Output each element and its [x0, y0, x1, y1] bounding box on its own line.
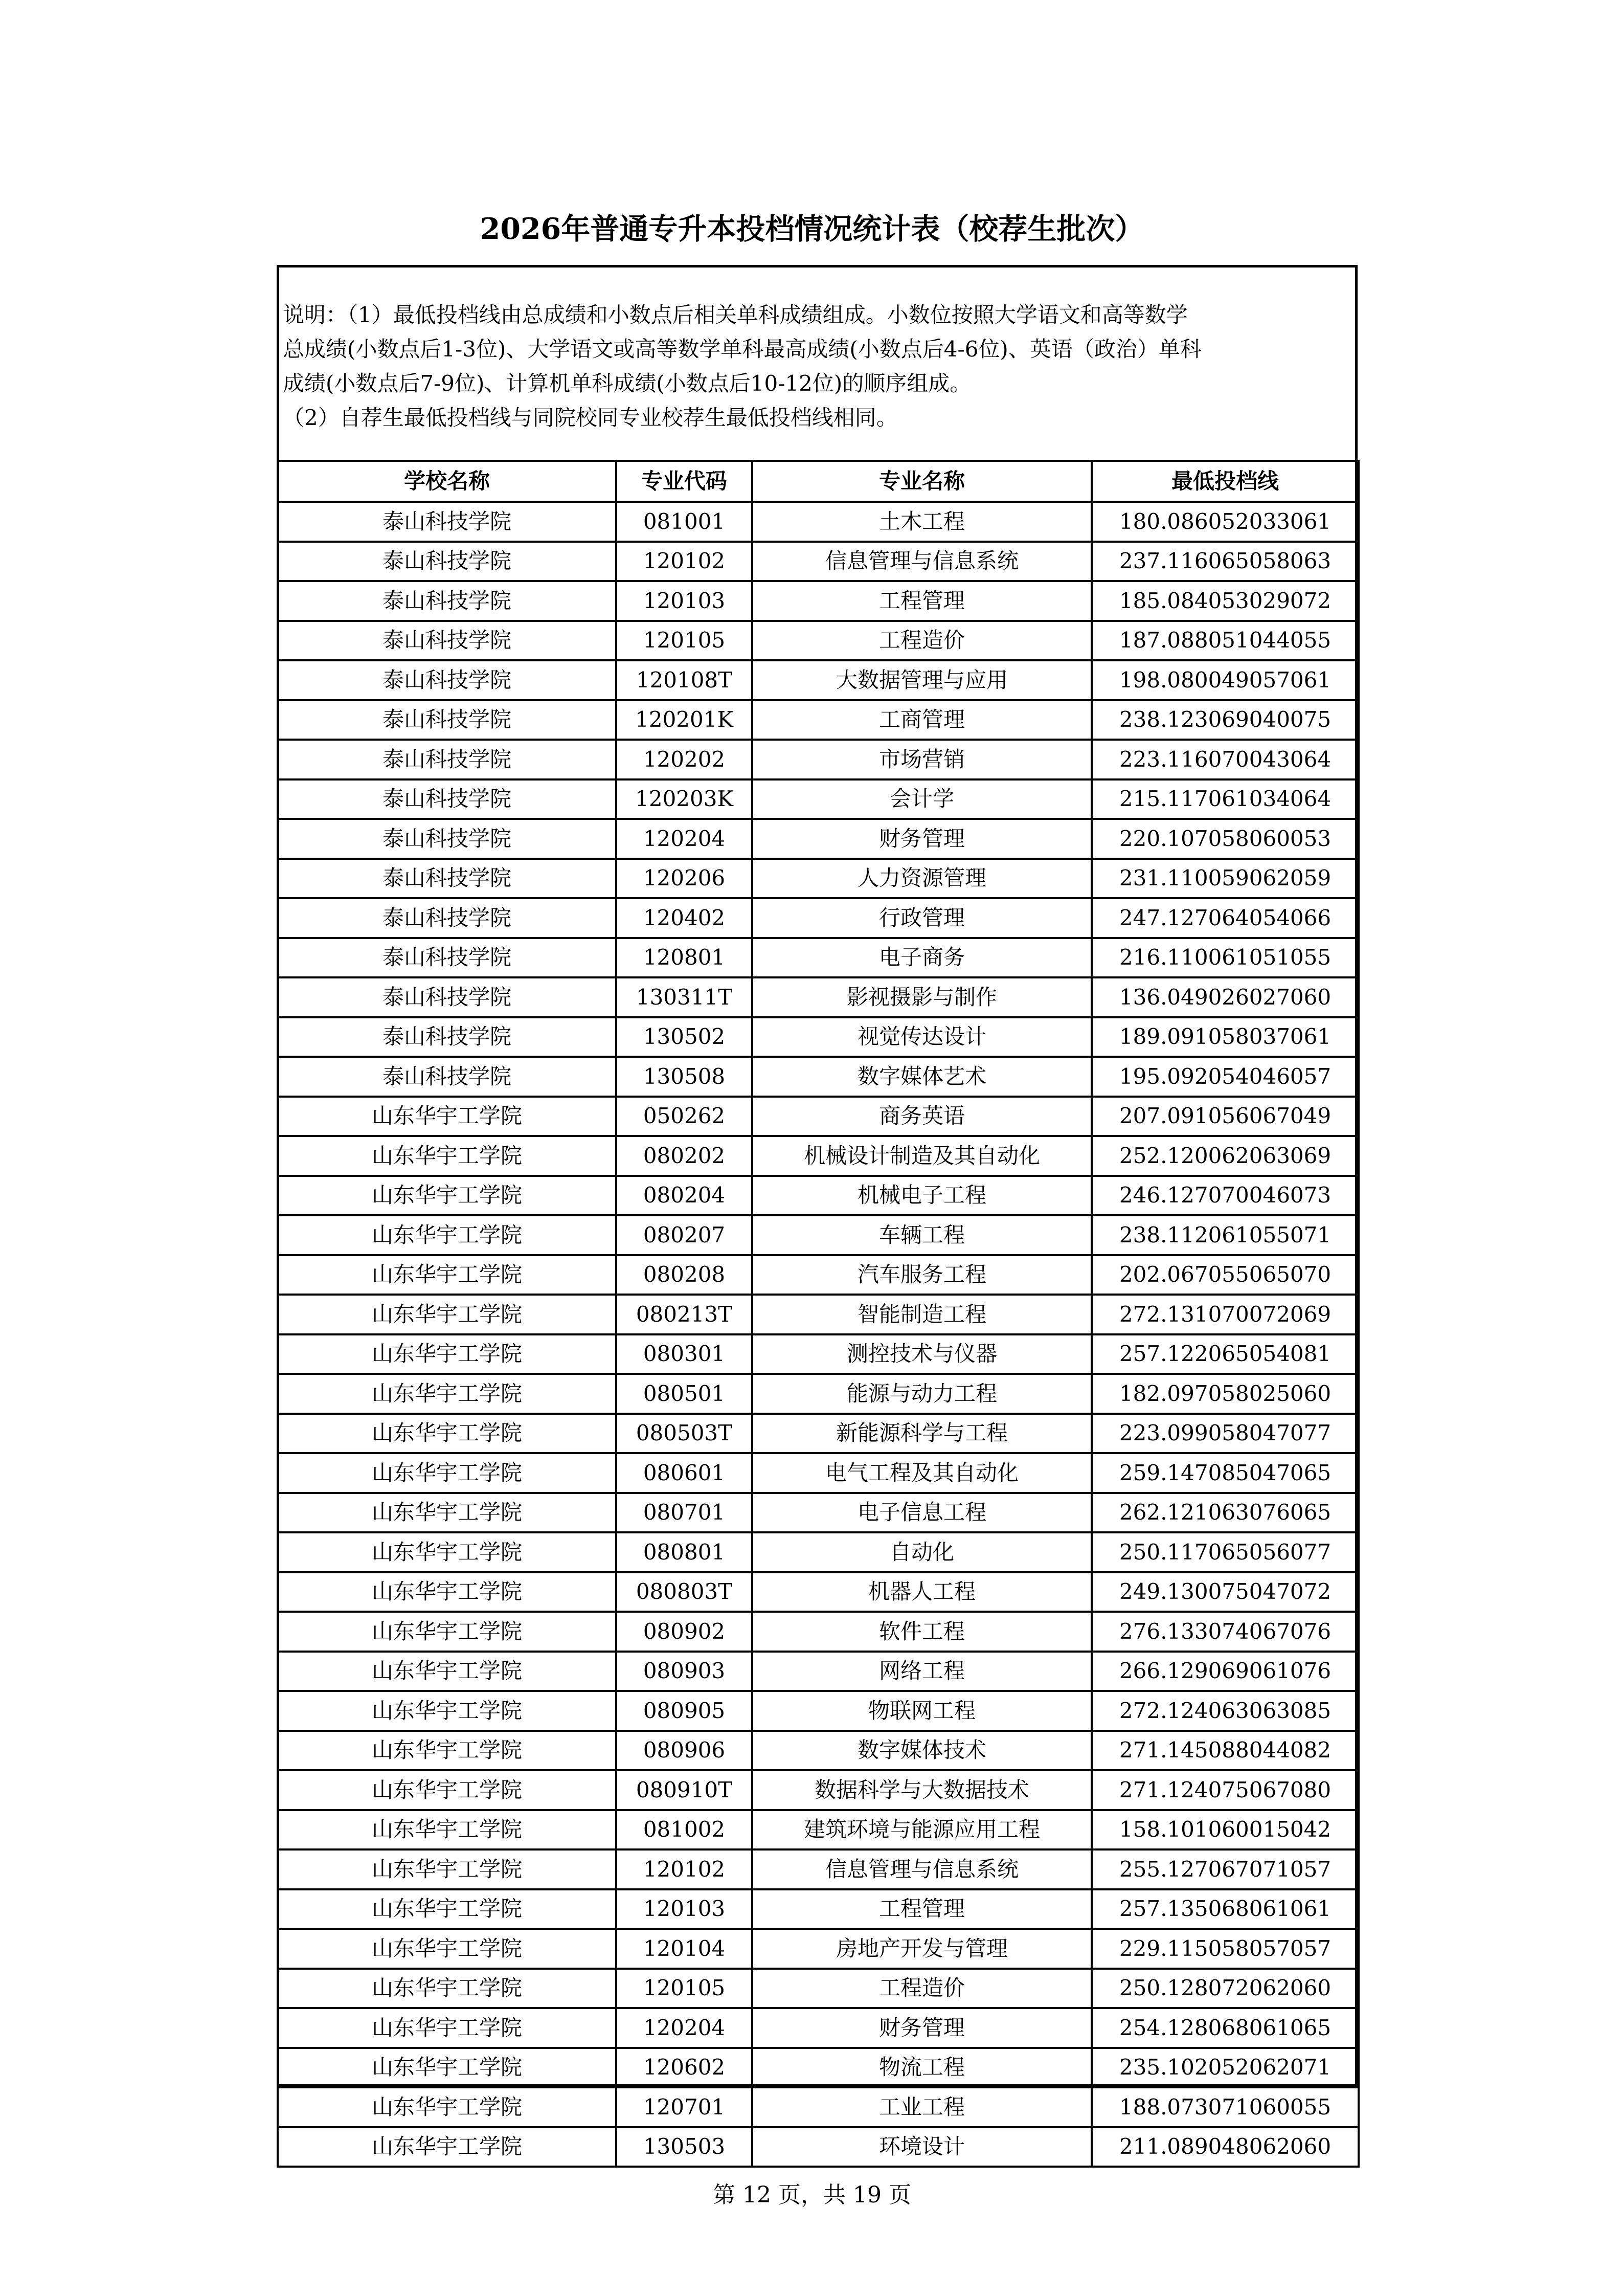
- major-code-cell: 080910T: [616, 1770, 752, 1810]
- min-score-cell: 238.112061055071: [1092, 1215, 1359, 1255]
- min-score-cell: 254.128068061065: [1092, 2008, 1359, 2048]
- major-name-cell: 车辆工程: [752, 1215, 1092, 1255]
- table-row: [278, 1929, 1359, 1969]
- table-row: [278, 1414, 1359, 1454]
- table-row: [278, 1255, 1359, 1295]
- major-name-cell: 工业工程: [752, 2087, 1092, 2127]
- note-line: 成绩(小数点后7-9位)、计算机单科成绩(小数点后10-12位)的顺序组成。: [283, 371, 972, 396]
- school-name-cell: 山东华宇工学院: [278, 1810, 616, 1850]
- table-row: [278, 1215, 1359, 1255]
- school-name-cell: 山东华宇工学院: [278, 2127, 616, 2167]
- table-row: [278, 1810, 1359, 1850]
- major-code-cell: 120701: [616, 2087, 752, 2127]
- school-name-cell: 山东华宇工学院: [278, 2087, 616, 2127]
- min-score-cell: 188.073071060055: [1092, 2087, 1359, 2127]
- major-name-cell: 大数据管理与应用: [752, 660, 1092, 700]
- min-score-cell: 247.127064054066: [1092, 898, 1359, 938]
- major-name-cell: 影视摄影与制作: [752, 977, 1092, 1017]
- school-name-cell: 山东华宇工学院: [278, 1691, 616, 1731]
- min-score-cell: 249.130075047072: [1092, 1572, 1359, 1612]
- table-row: [278, 1572, 1359, 1612]
- major-name-cell: 智能制造工程: [752, 1295, 1092, 1334]
- table-row: [278, 1136, 1359, 1176]
- min-score-cell: 262.121063076065: [1092, 1493, 1359, 1533]
- school-name-cell: 泰山科技学院: [278, 938, 616, 978]
- school-name-cell: 山东华宇工学院: [278, 1929, 616, 1969]
- major-name-cell: 能源与动力工程: [752, 1374, 1092, 1414]
- major-code-cell: 080905: [616, 1691, 752, 1731]
- school-name-cell: 泰山科技学院: [278, 819, 616, 859]
- school-name-cell: 山东华宇工学院: [278, 1414, 616, 1454]
- table-row: [278, 2087, 1359, 2127]
- major-code-cell: 130508: [616, 1057, 752, 1097]
- major-code-cell: 120102: [616, 1849, 752, 1889]
- school-name-cell: 泰山科技学院: [278, 740, 616, 779]
- header-min-score: 最低投档线: [1092, 461, 1359, 502]
- major-name-cell: 商务英语: [752, 1097, 1092, 1136]
- major-code-cell: 080803T: [616, 1572, 752, 1612]
- min-score-cell: 250.117065056077: [1092, 1532, 1359, 1572]
- min-score-cell: 255.127067071057: [1092, 1849, 1359, 1889]
- table-row: [278, 779, 1359, 819]
- major-code-cell: 120204: [616, 2008, 752, 2048]
- header-major-code: 专业代码: [616, 461, 752, 502]
- explanation-note: [283, 298, 1351, 435]
- major-name-cell: 工程管理: [752, 1889, 1092, 1929]
- major-code-cell: 080207: [616, 1215, 752, 1255]
- table-row: [278, 502, 1359, 542]
- major-name-cell: 测控技术与仪器: [752, 1334, 1092, 1374]
- min-score-cell: 257.122065054081: [1092, 1334, 1359, 1374]
- major-code-cell: 120108T: [616, 660, 752, 700]
- min-score-cell: 189.091058037061: [1092, 1017, 1359, 1057]
- table-body: [278, 502, 1359, 2167]
- min-score-cell: 180.086052033061: [1092, 502, 1359, 542]
- school-name-cell: 泰山科技学院: [278, 542, 616, 582]
- table-row: [278, 740, 1359, 779]
- table-row: [278, 2127, 1359, 2167]
- table-header-row: [278, 461, 1359, 502]
- major-name-cell: 电气工程及其自动化: [752, 1453, 1092, 1493]
- min-score-cell: 250.128072062060: [1092, 1969, 1359, 2009]
- min-score-cell: 223.099058047077: [1092, 1414, 1359, 1454]
- min-score-cell: 238.123069040075: [1092, 700, 1359, 740]
- min-score-cell: 202.067055065070: [1092, 1255, 1359, 1295]
- table-row: [278, 1057, 1359, 1097]
- major-name-cell: 视觉传达设计: [752, 1017, 1092, 1057]
- school-name-cell: 山东华宇工学院: [278, 1889, 616, 1929]
- major-code-cell: 080601: [616, 1453, 752, 1493]
- major-code-cell: 120801: [616, 938, 752, 978]
- major-name-cell: 软件工程: [752, 1612, 1092, 1652]
- school-name-cell: 泰山科技学院: [278, 621, 616, 661]
- school-name-cell: 山东华宇工学院: [278, 1532, 616, 1572]
- table-row: [278, 1969, 1359, 2009]
- major-name-cell: 工商管理: [752, 700, 1092, 740]
- school-name-cell: 山东华宇工学院: [278, 1969, 616, 2009]
- major-name-cell: 土木工程: [752, 502, 1092, 542]
- table-row: [278, 660, 1359, 700]
- school-name-cell: 山东华宇工学院: [278, 2008, 616, 2048]
- school-name-cell: 山东华宇工学院: [278, 1770, 616, 1810]
- major-name-cell: 信息管理与信息系统: [752, 542, 1092, 582]
- major-name-cell: 财务管理: [752, 2008, 1092, 2048]
- min-score-cell: 271.124075067080: [1092, 1770, 1359, 1810]
- major-name-cell: 市场营销: [752, 740, 1092, 779]
- min-score-cell: 185.084053029072: [1092, 581, 1359, 621]
- major-code-cell: 080208: [616, 1255, 752, 1295]
- major-code-cell: 080503T: [616, 1414, 752, 1454]
- school-name-cell: 山东华宇工学院: [278, 1731, 616, 1771]
- min-score-cell: 182.097058025060: [1092, 1374, 1359, 1414]
- min-score-cell: 220.107058060053: [1092, 819, 1359, 859]
- major-code-cell: 120102: [616, 542, 752, 582]
- major-code-cell: 130311T: [616, 977, 752, 1017]
- min-score-cell: 216.110061051055: [1092, 938, 1359, 978]
- major-name-cell: 行政管理: [752, 898, 1092, 938]
- major-name-cell: 机械电子工程: [752, 1176, 1092, 1216]
- table-row: [278, 1017, 1359, 1057]
- major-name-cell: 汽车服务工程: [752, 1255, 1092, 1295]
- table-row: [278, 1295, 1359, 1334]
- min-score-cell: 198.080049057061: [1092, 660, 1359, 700]
- major-code-cell: 120105: [616, 1969, 752, 2009]
- major-code-cell: 080501: [616, 1374, 752, 1414]
- major-name-cell: 网络工程: [752, 1652, 1092, 1691]
- school-name-cell: 山东华宇工学院: [278, 1572, 616, 1612]
- table-row: [278, 542, 1359, 582]
- major-code-cell: 080903: [616, 1652, 752, 1691]
- major-name-cell: 工程造价: [752, 621, 1092, 661]
- major-name-cell: 环境设计: [752, 2127, 1092, 2167]
- school-name-cell: 山东华宇工学院: [278, 1215, 616, 1255]
- school-name-cell: 山东华宇工学院: [278, 1176, 616, 1216]
- major-name-cell: 机器人工程: [752, 1572, 1092, 1612]
- note-line: 总成绩(小数点后1-3位)、大学语文或高等数学单科最高成绩(小数点后4-6位)、英语（政治）单科: [283, 337, 1202, 362]
- major-code-cell: 120602: [616, 2048, 752, 2088]
- major-code-cell: 120202: [616, 740, 752, 779]
- major-code-cell: 080202: [616, 1136, 752, 1176]
- table-row: [278, 2008, 1359, 2048]
- major-code-cell: 120206: [616, 859, 752, 899]
- table-row: [278, 1532, 1359, 1572]
- major-name-cell: 建筑环境与能源应用工程: [752, 1810, 1092, 1850]
- school-name-cell: 泰山科技学院: [278, 581, 616, 621]
- min-score-cell: 187.088051044055: [1092, 621, 1359, 661]
- page-title: 2026年普通专升本投档情况统计表（校荐生批次）: [480, 212, 1144, 246]
- min-score-cell: 158.101060015042: [1092, 1810, 1359, 1850]
- min-score-cell: 266.129069061076: [1092, 1652, 1359, 1691]
- major-code-cell: 120204: [616, 819, 752, 859]
- min-score-cell: 195.092054046057: [1092, 1057, 1359, 1097]
- school-name-cell: 泰山科技学院: [278, 700, 616, 740]
- school-name-cell: 泰山科技学院: [278, 898, 616, 938]
- school-name-cell: 山东华宇工学院: [278, 1334, 616, 1374]
- major-name-cell: 工程管理: [752, 581, 1092, 621]
- major-name-cell: 物联网工程: [752, 1691, 1092, 1731]
- header-major-name: 专业名称: [752, 461, 1092, 502]
- school-name-cell: 山东华宇工学院: [278, 1849, 616, 1889]
- school-name-cell: 山东华宇工学院: [278, 2048, 616, 2088]
- major-name-cell: 财务管理: [752, 819, 1092, 859]
- min-score-cell: 223.116070043064: [1092, 740, 1359, 779]
- major-code-cell: 120103: [616, 1889, 752, 1929]
- major-name-cell: 工程造价: [752, 1969, 1092, 2009]
- school-name-cell: 泰山科技学院: [278, 859, 616, 899]
- page-number: 第 12 页，共 19 页: [713, 2182, 911, 2208]
- major-code-cell: 080213T: [616, 1295, 752, 1334]
- table-row: [278, 581, 1359, 621]
- min-score-cell: 252.120062063069: [1092, 1136, 1359, 1176]
- school-name-cell: 山东华宇工学院: [278, 1652, 616, 1691]
- table-row: [278, 859, 1359, 899]
- min-score-cell: 229.115058057057: [1092, 1929, 1359, 1969]
- school-name-cell: 山东华宇工学院: [278, 1374, 616, 1414]
- school-name-cell: 山东华宇工学院: [278, 1493, 616, 1533]
- table-row: [278, 1770, 1359, 1810]
- school-name-cell: 泰山科技学院: [278, 1057, 616, 1097]
- admission-score-table: [277, 460, 1360, 2168]
- table-row: [278, 700, 1359, 740]
- major-name-cell: 电子商务: [752, 938, 1092, 978]
- table-row: [278, 1493, 1359, 1533]
- min-score-cell: 136.049026027060: [1092, 977, 1359, 1017]
- major-code-cell: 120402: [616, 898, 752, 938]
- table-row: [278, 1334, 1359, 1374]
- major-code-cell: 120105: [616, 621, 752, 661]
- note-line: 说明：（1）最低投档线由总成绩和小数点后相关单科成绩组成。小数位按照大学语文和高等数学: [283, 302, 1188, 327]
- note-line: （2）自荐生最低投档线与同院校同专业校荐生最低投档线相同。: [283, 405, 898, 430]
- major-name-cell: 电子信息工程: [752, 1493, 1092, 1533]
- major-code-cell: 080801: [616, 1532, 752, 1572]
- table-row: [278, 2048, 1359, 2088]
- major-name-cell: 数字媒体技术: [752, 1731, 1092, 1771]
- major-name-cell: 会计学: [752, 779, 1092, 819]
- min-score-cell: 272.131070072069: [1092, 1295, 1359, 1334]
- major-code-cell: 080906: [616, 1731, 752, 1771]
- major-name-cell: 新能源科学与工程: [752, 1414, 1092, 1454]
- major-code-cell: 130502: [616, 1017, 752, 1057]
- major-code-cell: 120104: [616, 1929, 752, 1969]
- min-score-cell: 259.147085047065: [1092, 1453, 1359, 1493]
- table-row: [278, 977, 1359, 1017]
- table-row: [278, 1849, 1359, 1889]
- major-code-cell: 120203K: [616, 779, 752, 819]
- major-name-cell: 自动化: [752, 1532, 1092, 1572]
- major-name-cell: 物流工程: [752, 2048, 1092, 2088]
- major-code-cell: 080701: [616, 1493, 752, 1533]
- table-row: [278, 1176, 1359, 1216]
- major-code-cell: 081002: [616, 1810, 752, 1850]
- major-name-cell: 人力资源管理: [752, 859, 1092, 899]
- table-row: [278, 621, 1359, 661]
- school-name-cell: 泰山科技学院: [278, 660, 616, 700]
- school-name-cell: 泰山科技学院: [278, 502, 616, 542]
- min-score-cell: 231.110059062059: [1092, 859, 1359, 899]
- table-row: [278, 1453, 1359, 1493]
- min-score-cell: 215.117061034064: [1092, 779, 1359, 819]
- table-row: [278, 1691, 1359, 1731]
- major-code-cell: 081001: [616, 502, 752, 542]
- major-code-cell: 130503: [616, 2127, 752, 2167]
- major-name-cell: 机械设计制造及其自动化: [752, 1136, 1092, 1176]
- table-row: [278, 1097, 1359, 1136]
- major-name-cell: 数据科学与大数据技术: [752, 1770, 1092, 1810]
- major-code-cell: 080204: [616, 1176, 752, 1216]
- table-row: [278, 1889, 1359, 1929]
- major-code-cell: 080301: [616, 1334, 752, 1374]
- school-name-cell: 山东华宇工学院: [278, 1097, 616, 1136]
- table-row: [278, 819, 1359, 859]
- min-score-cell: 211.089048062060: [1092, 2127, 1359, 2167]
- school-name-cell: 山东华宇工学院: [278, 1612, 616, 1652]
- school-name-cell: 泰山科技学院: [278, 977, 616, 1017]
- min-score-cell: 235.102052062071: [1092, 2048, 1359, 2088]
- min-score-cell: 271.145088044082: [1092, 1731, 1359, 1771]
- major-code-cell: 120201K: [616, 700, 752, 740]
- major-code-cell: 080902: [616, 1612, 752, 1652]
- major-code-cell: 120103: [616, 581, 752, 621]
- major-code-cell: 050262: [616, 1097, 752, 1136]
- major-name-cell: 数字媒体艺术: [752, 1057, 1092, 1097]
- table-row: [278, 1652, 1359, 1691]
- min-score-cell: 272.124063063085: [1092, 1691, 1359, 1731]
- school-name-cell: 泰山科技学院: [278, 1017, 616, 1057]
- table-row: [278, 938, 1359, 978]
- table-row: [278, 898, 1359, 938]
- min-score-cell: 237.116065058063: [1092, 542, 1359, 582]
- school-name-cell: 山东华宇工学院: [278, 1453, 616, 1493]
- major-name-cell: 房地产开发与管理: [752, 1929, 1092, 1969]
- school-name-cell: 山东华宇工学院: [278, 1255, 616, 1295]
- major-name-cell: 信息管理与信息系统: [752, 1849, 1092, 1889]
- min-score-cell: 276.133074067076: [1092, 1612, 1359, 1652]
- header-school-name: 学校名称: [278, 461, 616, 502]
- table-row: [278, 1612, 1359, 1652]
- school-name-cell: 山东华宇工学院: [278, 1136, 616, 1176]
- min-score-cell: 246.127070046073: [1092, 1176, 1359, 1216]
- min-score-cell: 207.091056067049: [1092, 1097, 1359, 1136]
- table-row: [278, 1731, 1359, 1771]
- school-name-cell: 山东华宇工学院: [278, 1295, 616, 1334]
- school-name-cell: 泰山科技学院: [278, 779, 616, 819]
- table-row: [278, 1374, 1359, 1414]
- min-score-cell: 257.135068061061: [1092, 1889, 1359, 1929]
